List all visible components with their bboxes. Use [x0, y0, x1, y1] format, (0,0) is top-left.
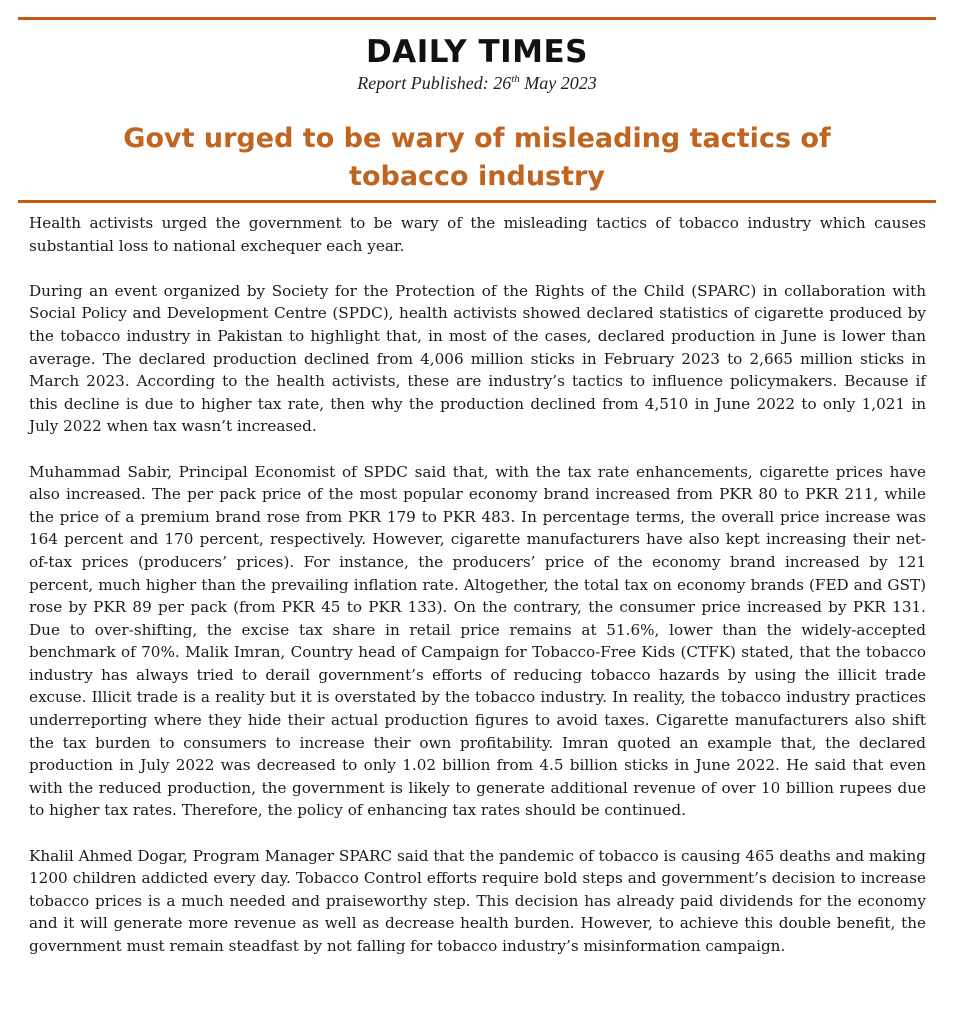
- publish-date: [0, 73, 954, 94]
- article-paragraph: Muhammad Sabir, Principal Economist of SPDC said that, with the tax rate enhancements, cigarette prices have also increased. The per pack price of the most popular economy brand increased from PKR 80 to PKR 211, while the price of a premium brand rose from PKR 179 to PKR 483. In percentage terms, the overall price increase was 164 percent and 170 percent, respectively. However, cigarette manufacturers have also kept increasing their net-of-tax prices (producers’ prices). For instance, the producers’ price of the economy brand increased by 121 percent, much higher than the prevailing inflation rate. Altogether, the total tax on economy brands (FED and GST) rose by PKR 89 per pack (from PKR 45 to PKR 133). On the contrary, the consumer price increased by PKR 131. Due to over-shifting, the excise tax share in retail price remains at 51.6%, lower than the widely-accepted benchmark of 70%. Malik Imran, Country head of Campaign for Tobacco-Free Kids (CTFK) stated, that the tobacco industry has always tried to derail government’s efforts of reducing tobacco hazards by using the illicit trade excuse. Illicit trade is a reality but it is overstated by the tobacco industry. In reality, the tobacco industry practices underreporting where they hide their actual production figures to avoid taxes. Cigarette manufacturers also shift the tax burden to consumers to increase their own profitability. Imran quoted an example that, the declared production in July 2022 was decreased to only 1.02 billion from 4.5 billion sticks in June 2022. He said that even with the reduced production, the government is likely to generate additional revenue of over 10 billion rupees due to higher tax rates. Therefore, the policy of enhancing tax rates should be continued.: [29, 462, 926, 820]
- article-body: [29, 212, 926, 980]
- top-rule: [18, 17, 936, 20]
- article-paragraph: Health activists urged the government to be wary of the misleading tactics of tobacco industry which causes substantial loss to national exchequer each year.: [29, 214, 926, 255]
- article-paragraph: During an event organized by Society for the Protection of the Rights of the Child (SPARC) in collaboration with Social Policy and Development Centre (SPDC), health activists showed declared statistics of cigarette produced by the tobacco industry in Pakistan to highlight that, in most of the cases, declared production in June is lower than average. The declared production declined from 4,006 million sticks in February 2023 to 2,665 million sticks in March 2023. According to the health activists, these are industry’s tactics to influence policymakers. Because if this decline is due to higher tax rate, then why the production declined from 4,510 in June 2022 to only 1,021 in July 2022 when tax wasn’t increased.: [29, 281, 926, 436]
- masthead-title: DAILY TIMES: [366, 34, 588, 70]
- article-headline: Govt urged to be wary of misleading tactics of tobacco industry: [123, 123, 831, 192]
- article-paragraph: Khalil Ahmed Dogar, Program Manager SPARC said that the pandemic of tobacco is causing 465 deaths and making 1200 children addicted every day. Tobacco Control efforts require bold steps and government’s decision to increase tobacco prices is a much needed and praiseworthy step. This decision has already paid dividends for the economy and it will generate more revenue as well as decrease health burden. However, to achieve this double benefit, the government must remain steadfast by not falling for tobacco industry’s misinformation campaign.: [29, 846, 926, 955]
- publish-date-prefix: Report Published: 26: [357, 73, 512, 93]
- publish-date-suffix: May 2023: [519, 73, 597, 93]
- headline-rule: [18, 200, 936, 203]
- publish-date-ordinal: th: [511, 73, 520, 85]
